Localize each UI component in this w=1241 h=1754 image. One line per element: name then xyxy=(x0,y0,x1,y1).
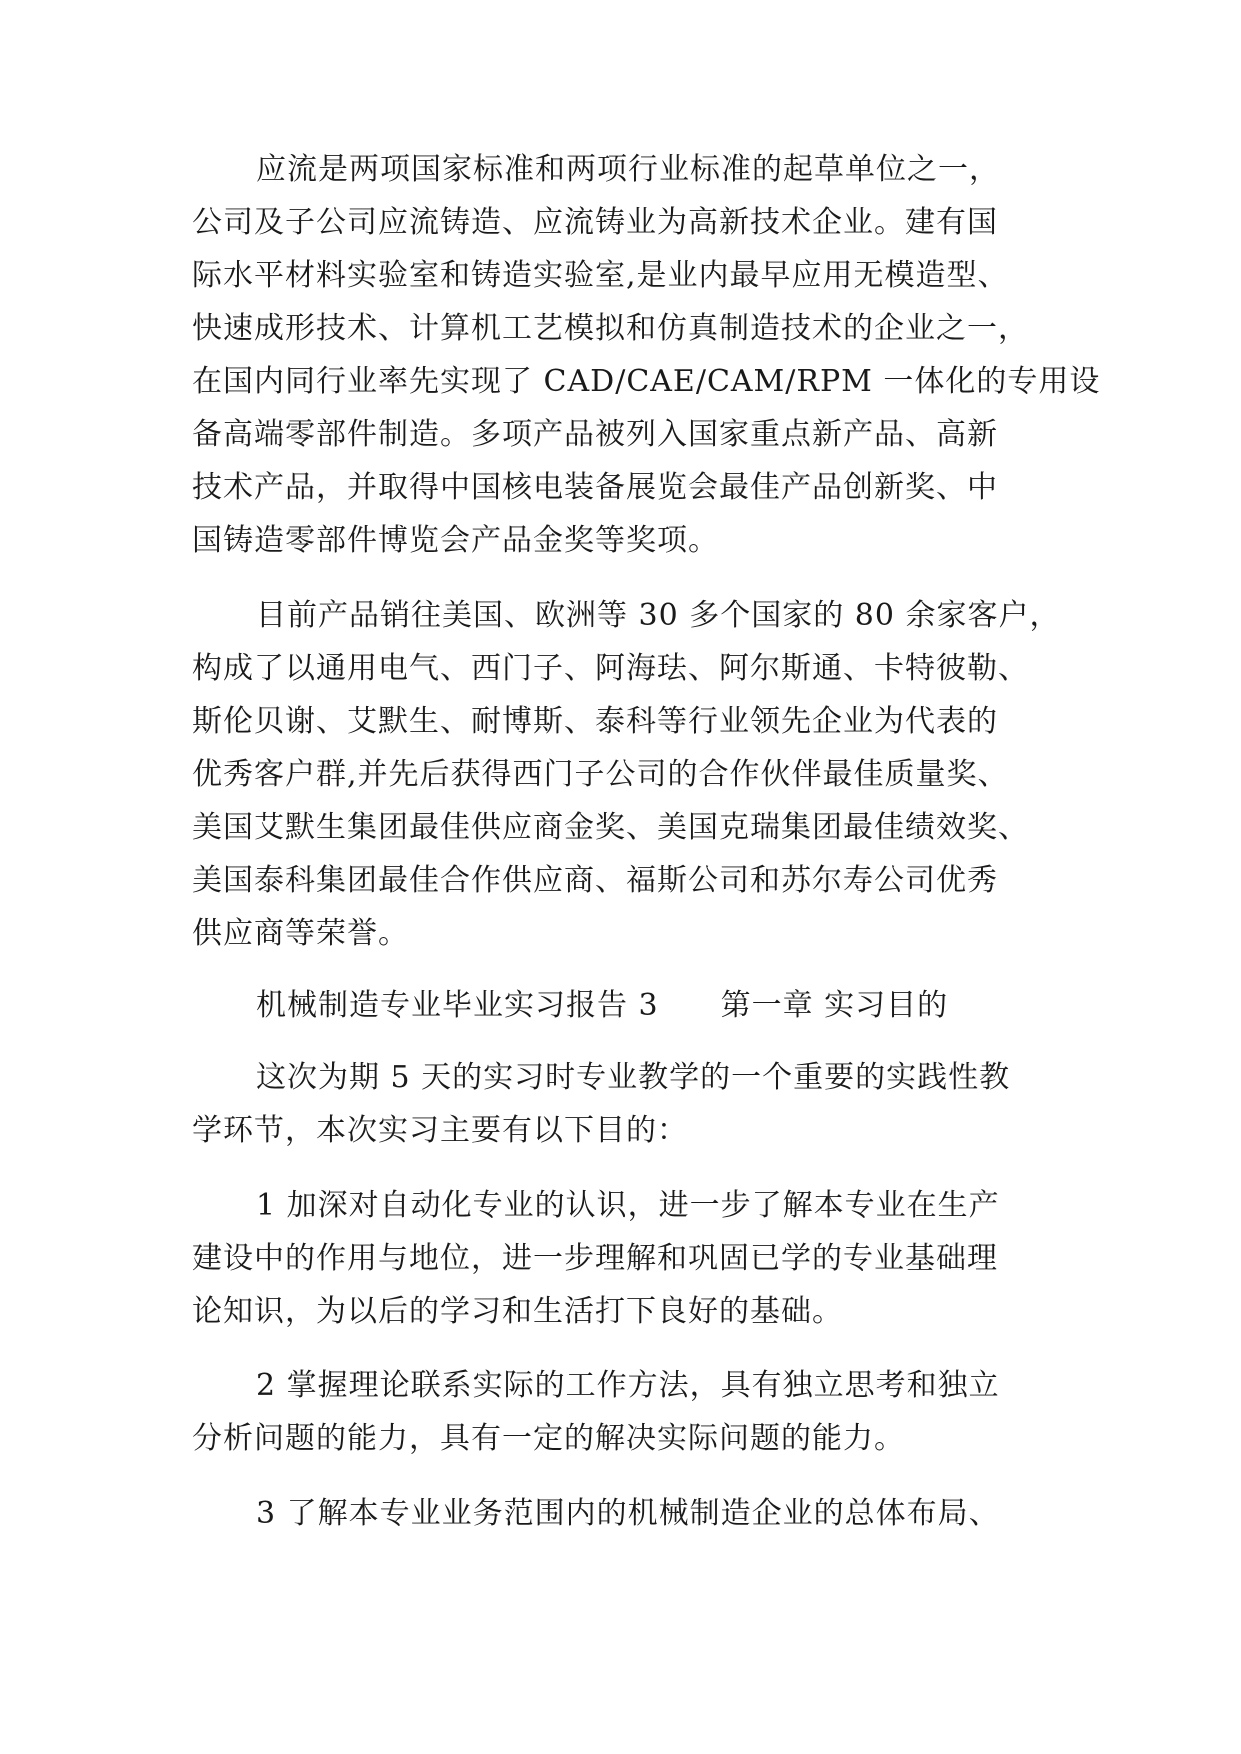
body-text-line: 构成了以通用电气、西门子、阿海珐、阿尔斯通、卡特彼勒、 xyxy=(192,651,1029,686)
body-text-line: 技术产品，并取得中国核电装备展览会最佳产品创新奖、中 xyxy=(192,470,998,505)
body-text-line: 1 加深对自动化专业的认识，进一步了解本专业在生产 xyxy=(256,1188,1000,1223)
body-text-line: 公司及子公司应流铸造、应流铸业为高新技术企业。建有国 xyxy=(192,205,998,240)
body-text-line: 学环节，本次实习主要有以下目的： xyxy=(192,1113,688,1148)
section-heading: 机械制造专业毕业实习报告 3 第一章 实习目的 xyxy=(256,988,949,1023)
body-text-line: 优秀客户群,并先后获得西门子公司的合作伙伴最佳质量奖、 xyxy=(192,757,1009,792)
body-text-line: 际水平材料实验室和铸造实验室,是业内最早应用无模造型、 xyxy=(192,258,1009,293)
body-text-line: 斯伦贝谢、艾默生、耐博斯、泰科等行业领先企业为代表的 xyxy=(192,704,998,739)
body-text-line: 美国艾默生集团最佳供应商金奖、美国克瑞集团最佳绩效奖、 xyxy=(192,810,1029,845)
body-text-line: 美国泰科集团最佳合作供应商、福斯公司和苏尔寿公司优秀 xyxy=(192,863,998,898)
body-text-line: 国铸造零部件博览会产品金奖等奖项。 xyxy=(192,523,719,558)
body-text-line: 在国内同行业率先实现了 CAD/CAE/CAM/RPM 一体化的专用设 xyxy=(192,364,1101,399)
body-text-line: 论知识，为以后的学习和生活打下良好的基础。 xyxy=(192,1294,843,1329)
body-text-line: 快速成形技术、计算机工艺模拟和仿真制造技术的企业之一， xyxy=(192,311,1029,346)
body-text-line: 这次为期 5 天的实习时专业教学的一个重要的实践性教 xyxy=(256,1060,1011,1095)
body-text-line: 分析问题的能力，具有一定的解决实际问题的能力。 xyxy=(192,1421,905,1456)
body-text-line: 3 了解本专业业务范围内的机械制造企业的总体布局、 xyxy=(256,1496,1000,1531)
body-text-line: 供应商等荣誉。 xyxy=(192,916,409,951)
body-text-line: 目前产品销往美国、欧洲等 30 多个国家的 80 余家客户， xyxy=(256,598,1061,633)
body-text-line: 备高端零部件制造。多项产品被列入国家重点新产品、高新 xyxy=(192,417,998,452)
body-text-line: 2 掌握理论联系实际的工作方法，具有独立思考和独立 xyxy=(256,1368,1000,1403)
body-text-line: 应流是两项国家标准和两项行业标准的起草单位之一， xyxy=(256,152,1000,187)
body-text-line: 建设中的作用与地位，进一步理解和巩固已学的专业基础理 xyxy=(192,1241,998,1276)
